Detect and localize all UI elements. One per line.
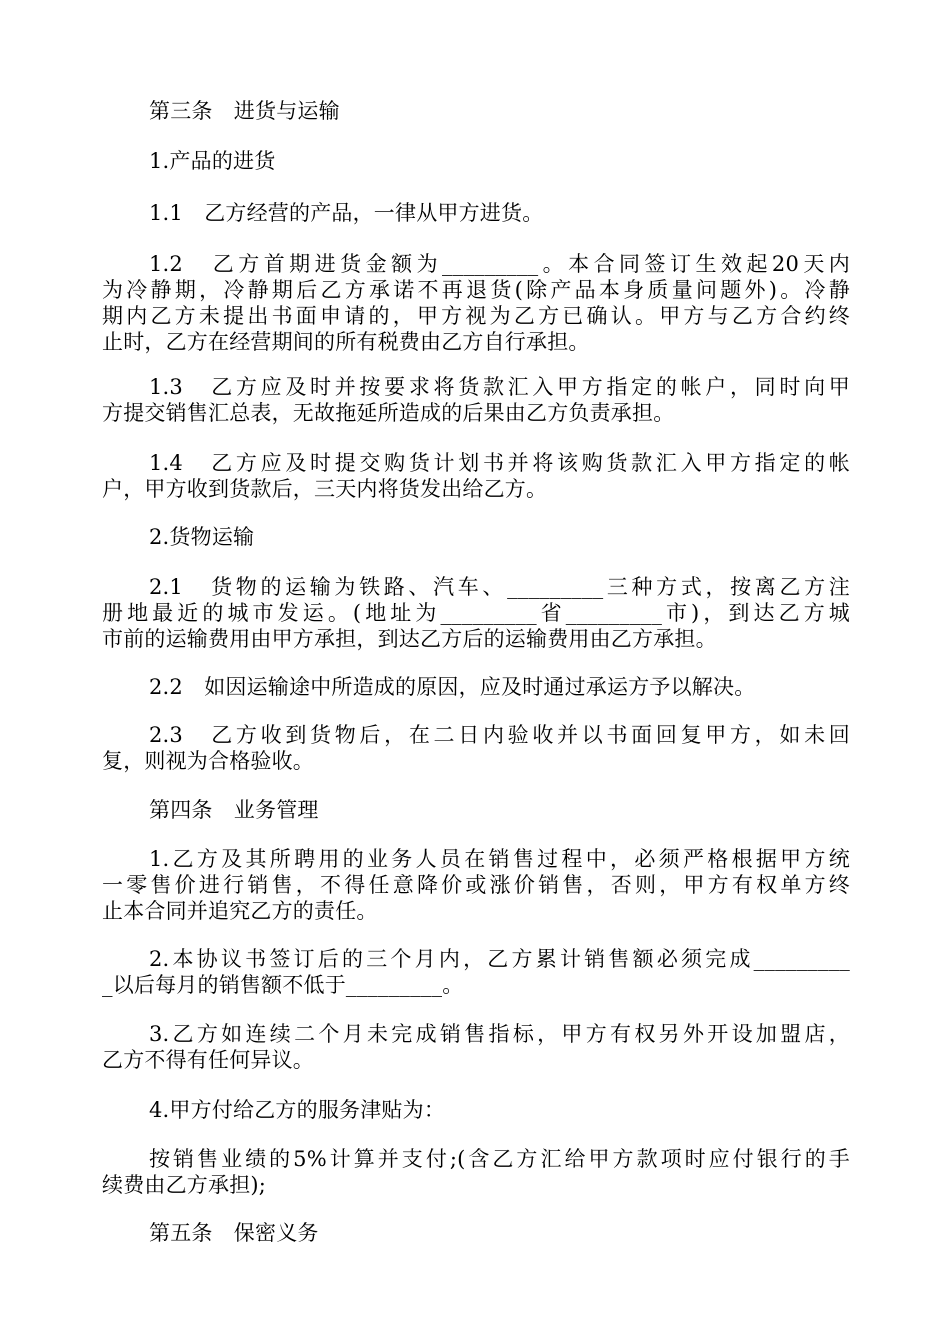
clause-4-4-detail: 按销售业绩的5%计算并支付;(含乙方汇给甲方款项时应付银行的手 续费由乙方承担); — [102, 1147, 850, 1197]
clause-1-3: 1.3 乙方应及时并按要求将货款汇入甲方指定的帐户，同时向甲 方提交销售汇总表，无故拖延所造成的后果由乙方负责承担。 — [102, 375, 850, 425]
clause-4-2: 2.本协议书签订后的三个月内，乙方累计销售额必须完成_________ _以后每月的销售额不低于_________。 — [102, 947, 850, 997]
clause-4-4: 4.甲方付给乙方的服务津贴为： — [149, 1098, 446, 1122]
clause-2-1: 2.1 货物的运输为铁路、汽车、_________三种方式，按离乙方注 册地最近的城市发运。(地址为_________省_________市)，到达乙方城 市前的运输费用由甲方承担，到达乙方后的运输费用由乙方承担。 — [102, 575, 850, 651]
clause-4-1: 1.乙方及其所聘用的业务人员在销售过程中，必须严格根据甲方统 一零售价进行销售，不得任意降价或涨价销售，否则，甲方有权单方终 止本合同并追究乙方的责任。 — [102, 847, 850, 923]
article-3-heading: 第三条 进货与运输 — [149, 99, 340, 123]
clause-1-4: 1.4 乙方应及时提交购货计划书并将该购货款汇入甲方指定的帐 户，甲方收到货款后，三天内将货发出给乙方。 — [102, 451, 850, 501]
clause-2-2: 2.2 如因运输途中所造成的原因，应及时通过承运方予以解决。 — [149, 675, 756, 699]
clause-1-1: 1.1 乙方经营的产品，一律从甲方进货。 — [149, 201, 544, 225]
article-5-heading: 第五条 保密义务 — [149, 1221, 319, 1245]
section-2-heading: 2.货物运输 — [149, 525, 255, 549]
clause-1-2: 1.2 乙方首期进货金额为_________。本合同签订生效起20天内 为冷静期，冷静期后乙方承诺不再退货(除产品本身质量问题外)。冷静 期内乙方未提出书面申请的，甲方视为乙方已确认。甲方与乙方合约终 止时，乙方在经营期间的所有税费由乙方自行承担。 — [102, 252, 850, 354]
clause-4-3: 3.乙方如连续二个月未完成销售指标，甲方有权另外开设加盟店， 乙方不得有任何异议。 — [102, 1022, 850, 1072]
clause-2-3: 2.3 乙方收到货物后，在二日内验收并以书面回复甲方，如未回 复，则视为合格验收。 — [102, 723, 850, 773]
section-1-heading: 1.产品的进货 — [149, 149, 276, 173]
article-4-heading: 第四条 业务管理 — [149, 798, 319, 822]
